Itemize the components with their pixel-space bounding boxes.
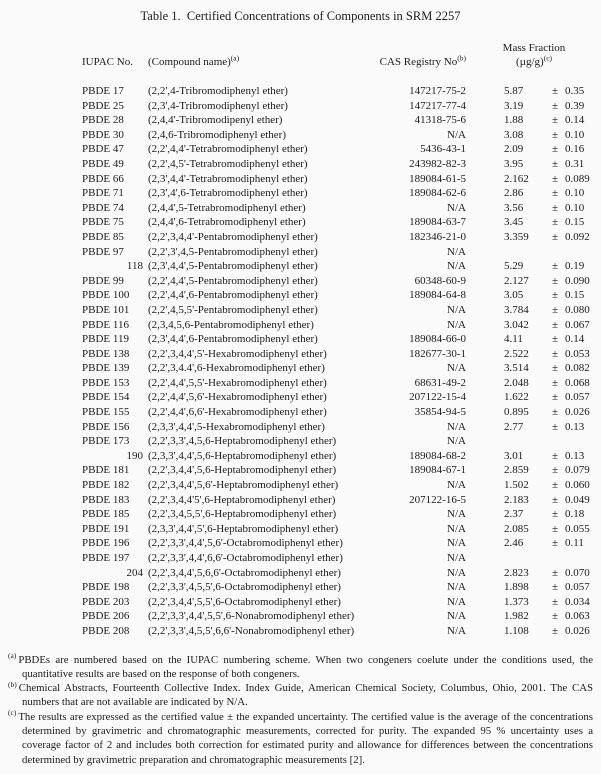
table-row bbox=[82, 609, 600, 624]
compound-name-cell: (2,4,4',5-Tetrabromodiphenyl ether) bbox=[148, 201, 306, 214]
iupac-no-cell: PBDE 182 bbox=[82, 479, 130, 492]
cas-registry-cell: N/A bbox=[447, 420, 466, 433]
compound-name-cell: (2,2',3,4.4',6-Hexabromodiphenyl ether) bbox=[148, 362, 325, 375]
cas-registry-cell: N/A bbox=[447, 245, 466, 258]
table-row bbox=[82, 245, 600, 260]
table-title: Table 1. Certified Concentrations of Components in SRM 2257 bbox=[140, 9, 461, 23]
mass-fraction-value-cell: 2.183 bbox=[504, 493, 529, 506]
mass-fraction-value-cell: 4.11 bbox=[504, 333, 523, 346]
mass-fraction-value-cell: 3.784 bbox=[504, 303, 529, 316]
header-mass-fraction-line1: Mass Fraction bbox=[502, 42, 566, 54]
iupac-no-cell: PBDE 47 bbox=[82, 143, 124, 156]
cas-registry-cell: 189084-61-5 bbox=[409, 172, 466, 185]
iupac-no-cell: PBDE 66 bbox=[82, 172, 124, 185]
uncertainty-cell: 0.060 bbox=[565, 479, 590, 492]
plus-minus-cell: ± bbox=[551, 537, 559, 550]
compound-name-cell: (2,3,4,5,6-Pentabromodiphenyl ether) bbox=[148, 318, 314, 331]
cas-registry-cell: N/A bbox=[447, 522, 466, 535]
compound-name-cell: (2,2',3,4,4'5',6-Heptabromodiphenyl ether) bbox=[148, 493, 336, 506]
certified-concentrations-table bbox=[0, 42, 601, 639]
compound-name-cell: (2,2',3,4,4',5,6-Heptabromodiphenyl ether) bbox=[148, 464, 337, 477]
uncertainty-cell: 0.13 bbox=[565, 449, 585, 462]
footnote-b-marker: (b) bbox=[8, 679, 17, 689]
uncertainty-cell: 0.034 bbox=[565, 595, 590, 608]
iupac-no-cell: 118 bbox=[126, 260, 143, 273]
compound-name-cell: (2,3',4-Tribromodiphenyl ether) bbox=[148, 99, 288, 112]
plus-minus-cell: ± bbox=[551, 347, 559, 360]
footnote-marker-a: (a) bbox=[230, 52, 240, 62]
compound-name-cell: (2,2',4,5,5'-Pentabromodiphenyl ether) bbox=[148, 303, 318, 316]
iupac-no-cell: PBDE 156 bbox=[82, 420, 130, 433]
compound-name-cell: (2,4,4',6-Tetrabromodiphenyl ether) bbox=[148, 216, 306, 229]
plus-minus-cell: ± bbox=[551, 581, 559, 594]
iupac-no-cell: 204 bbox=[126, 566, 143, 579]
plus-minus-cell: ± bbox=[551, 143, 559, 156]
plus-minus-cell: ± bbox=[551, 566, 559, 579]
mass-fraction-value-cell: 1.373 bbox=[504, 595, 529, 608]
plus-minus-cell: ± bbox=[551, 479, 559, 492]
table-row bbox=[82, 332, 600, 347]
mass-fraction-value-cell: 2.77 bbox=[504, 420, 524, 433]
cas-registry-cell: N/A bbox=[447, 581, 466, 594]
plus-minus-cell: ± bbox=[551, 624, 559, 637]
plus-minus-cell: ± bbox=[551, 464, 559, 477]
cas-registry-cell: N/A bbox=[447, 624, 466, 637]
compound-name-cell: (2,2',3,3',4,5,5',6-Octabromodiphenyl ether) bbox=[148, 581, 341, 594]
mass-fraction-value-cell: 3.08 bbox=[504, 128, 524, 141]
cas-registry-cell: 60348-60-9 bbox=[414, 274, 466, 287]
compound-name-cell: (2,2',3,4,5,5',6-Heptabromodiphenyl ether) bbox=[148, 508, 337, 521]
footnote-marker-b: (b) bbox=[457, 52, 466, 62]
mass-fraction-value-cell: 2.085 bbox=[504, 522, 529, 535]
table-row bbox=[82, 595, 600, 610]
plus-minus-cell: ± bbox=[551, 318, 559, 331]
table-row bbox=[82, 434, 600, 449]
table-row bbox=[82, 274, 600, 289]
compound-name-cell: (2,3',4,4'-Tetrabromodiphenyl ether) bbox=[148, 172, 308, 185]
uncertainty-cell: 0.067 bbox=[565, 318, 590, 331]
iupac-no-cell: PBDE 25 bbox=[82, 99, 124, 112]
iupac-no-cell: PBDE 28 bbox=[82, 114, 124, 127]
cas-registry-cell: N/A bbox=[447, 508, 466, 521]
plus-minus-cell: ± bbox=[551, 595, 559, 608]
footnote-marker-c: (c) bbox=[543, 52, 553, 62]
uncertainty-cell: 0.10 bbox=[565, 187, 585, 200]
mass-fraction-value-cell: 2.09 bbox=[504, 143, 524, 156]
uncertainty-cell: 0.18 bbox=[565, 508, 585, 521]
mass-fraction-value-cell: 3.514 bbox=[504, 362, 529, 375]
mass-fraction-value-cell: 2.859 bbox=[504, 464, 529, 477]
compound-name-cell: (2,2',3,3',4,4',6,6'-Octabromodiphenyl ether) bbox=[148, 552, 343, 564]
compound-name-cell: (2,4,6-Tribromodiphenyl ether) bbox=[148, 128, 286, 141]
cas-registry-cell: N/A bbox=[447, 128, 466, 141]
iupac-no-cell: PBDE 154 bbox=[82, 391, 130, 404]
table-row bbox=[82, 566, 600, 581]
plus-minus-cell: ± bbox=[551, 362, 559, 375]
uncertainty-cell: 0.15 bbox=[565, 216, 585, 229]
mass-fraction-value-cell: 1.622 bbox=[504, 391, 529, 404]
table-row bbox=[82, 580, 600, 595]
cas-registry-cell: 189084-64-8 bbox=[409, 289, 466, 302]
compound-name-cell: (2,2',3,4,4',5'-Hexabromodiphenyl ether) bbox=[148, 347, 327, 360]
iupac-no-cell: PBDE 196 bbox=[82, 537, 130, 550]
footnote-b-text: Chemical Abstracts, Fourteenth Collective Index. Index Guide, American Chemical Society, Columbus, Ohio, 2001. The CAS numbers that are not available are indicated by N/A. bbox=[18, 682, 593, 709]
iupac-no-cell: PBDE 155 bbox=[82, 406, 130, 419]
iupac-no-cell: PBDE 75 bbox=[82, 216, 124, 229]
mass-fraction-value-cell: 2.162 bbox=[504, 172, 529, 185]
table-row bbox=[82, 201, 600, 216]
plus-minus-cell: ± bbox=[551, 376, 559, 389]
plus-minus-cell: ± bbox=[551, 303, 559, 316]
mass-fraction-value-cell: 2.522 bbox=[504, 347, 529, 360]
uncertainty-cell: 0.049 bbox=[565, 493, 590, 506]
uncertainty-cell: 0.11 bbox=[565, 537, 584, 550]
plus-minus-cell: ± bbox=[551, 99, 559, 112]
iupac-no-cell: PBDE 173 bbox=[82, 435, 130, 448]
table-row bbox=[82, 288, 600, 303]
uncertainty-cell: 0.16 bbox=[565, 143, 585, 156]
cas-registry-cell: 189084-63-7 bbox=[409, 216, 466, 229]
uncertainty-cell: 0.10 bbox=[565, 201, 585, 214]
cas-registry-cell: N/A bbox=[447, 610, 466, 623]
plus-minus-cell: ± bbox=[551, 391, 559, 404]
compound-name-cell: (2,2',3,3',4,4',5,5',6-Nonabromodiphenyl ether) bbox=[148, 610, 355, 623]
cas-registry-cell: 189084-67-1 bbox=[409, 464, 466, 477]
cas-registry-cell: 182346-21-0 bbox=[409, 230, 466, 243]
uncertainty-cell: 0.055 bbox=[565, 522, 590, 535]
cas-registry-cell: 147217-75-2 bbox=[409, 85, 466, 97]
mass-fraction-value-cell: 2.86 bbox=[504, 187, 524, 200]
iupac-no-cell: PBDE 99 bbox=[82, 274, 124, 287]
table-row bbox=[82, 347, 600, 362]
header-iupac-no: IUPAC No. bbox=[82, 55, 133, 68]
compound-name-cell: (2,2',4,4'-Tetrabromodiphenyl ether) bbox=[148, 143, 308, 156]
iupac-no-cell: PBDE 74 bbox=[82, 201, 124, 214]
uncertainty-cell: 0.35 bbox=[565, 85, 585, 97]
iupac-no-cell: PBDE 208 bbox=[82, 624, 130, 637]
iupac-no-cell: PBDE 119 bbox=[82, 333, 129, 346]
cas-registry-cell: 243982-82-3 bbox=[409, 157, 466, 170]
mass-fraction-value-cell: 3.19 bbox=[504, 99, 524, 112]
table-row bbox=[82, 157, 600, 172]
header-mass-fraction bbox=[466, 42, 601, 69]
cas-registry-cell: N/A bbox=[447, 595, 466, 608]
mass-fraction-value-cell: 3.45 bbox=[504, 216, 524, 229]
compound-name-cell: (2,2',4,4',6,6'-Hexabromodiphenyl ether) bbox=[148, 406, 327, 419]
uncertainty-cell: 0.057 bbox=[565, 391, 590, 404]
mass-fraction-value-cell: 1.502 bbox=[504, 479, 529, 492]
plus-minus-cell: ± bbox=[551, 493, 559, 506]
table-row bbox=[82, 624, 600, 639]
iupac-no-cell: PBDE 85 bbox=[82, 230, 124, 243]
uncertainty-cell: 0.14 bbox=[565, 333, 585, 346]
mass-fraction-value-cell: 2.127 bbox=[504, 274, 529, 287]
compound-name-cell: (2,3,3',4,4',5',6-Heptabromodiphenyl ether) bbox=[148, 522, 339, 535]
compound-name-cell: (2,2',4,4',5-Pentabromodiphenyl ether) bbox=[148, 274, 318, 287]
cas-registry-cell: 207122-15-4 bbox=[409, 391, 466, 404]
plus-minus-cell: ± bbox=[551, 216, 559, 229]
mass-fraction-value-cell: 0.895 bbox=[504, 406, 529, 419]
cas-registry-cell: 189084-66-0 bbox=[409, 333, 466, 346]
footnote-c-text: The results are expressed as the certified value ± the expanded uncertainty. The certified value is the average of the concentrations determined by gravimetric and chromatographic measurements, corrected for purity. The expanded 95 % uncertainty uses a coverage factor of 2 and includes both correction for estimated purity and allowance for differences between the concentrations determined by gravimetric preparation and chromatographic measurements [2]. bbox=[18, 710, 593, 766]
iupac-no-cell: PBDE 71 bbox=[82, 187, 124, 200]
compound-name-cell: (2,2',3,4,4',5,6'-Heptabromodiphenyl ether) bbox=[148, 479, 339, 492]
iupac-no-cell: PBDE 185 bbox=[82, 508, 130, 521]
iupac-no-cell: PBDE 191 bbox=[82, 522, 130, 535]
iupac-no-cell: PBDE 181 bbox=[82, 464, 130, 477]
uncertainty-cell: 0.079 bbox=[565, 464, 590, 477]
mass-fraction-value-cell: 1.898 bbox=[504, 581, 529, 594]
compound-name-cell: (2,2',3,4,4'-Pentabromodiphenyl ether) bbox=[148, 230, 318, 243]
uncertainty-cell: 0.10 bbox=[565, 128, 585, 141]
iupac-no-cell: PBDE 153 bbox=[82, 376, 130, 389]
header-compound-name: (Compound name)$^{(a)}$ bbox=[148, 52, 240, 68]
mass-fraction-value-cell: 3.359 bbox=[504, 230, 529, 243]
plus-minus-cell: ± bbox=[551, 172, 559, 185]
iupac-no-cell: PBDE 206 bbox=[82, 610, 130, 623]
plus-minus-cell: ± bbox=[551, 449, 559, 462]
uncertainty-cell: 0.15 bbox=[565, 289, 585, 302]
cas-registry-cell: N/A bbox=[447, 303, 466, 316]
iupac-no-cell: PBDE 100 bbox=[82, 289, 130, 302]
table-row bbox=[82, 142, 600, 157]
plus-minus-cell: ± bbox=[551, 274, 559, 287]
plus-minus-cell: ± bbox=[551, 157, 559, 170]
cas-registry-cell: 5436-43-1 bbox=[420, 143, 466, 156]
uncertainty-cell: 0.19 bbox=[565, 260, 585, 273]
iupac-no-cell: PBDE 116 bbox=[82, 318, 129, 331]
uncertainty-cell: 0.057 bbox=[565, 581, 590, 594]
table-row bbox=[82, 172, 600, 187]
iupac-no-cell: PBDE 139 bbox=[82, 362, 130, 375]
cas-registry-cell: 189084-62-6 bbox=[409, 187, 466, 200]
table-row bbox=[82, 215, 600, 230]
footnote-a-marker: (a) bbox=[8, 650, 17, 660]
uncertainty-cell: 0.080 bbox=[565, 303, 590, 316]
table-row bbox=[82, 507, 600, 522]
compound-name-cell: (2,2',3,3',4,5,6-Heptabromodiphenyl ether) bbox=[148, 435, 337, 448]
iupac-no-cell: PBDE 183 bbox=[82, 493, 130, 506]
mass-fraction-value-cell: 3.05 bbox=[504, 289, 524, 302]
iupac-no-cell: PBDE 197 bbox=[82, 552, 130, 564]
header-cas-registry-no: CAS Registry No$^{(b)}$ bbox=[379, 52, 466, 68]
table-row bbox=[82, 361, 600, 376]
plus-minus-cell: ± bbox=[551, 85, 559, 97]
uncertainty-cell: 0.026 bbox=[565, 624, 590, 637]
iupac-no-cell: PBDE 17 bbox=[82, 85, 124, 97]
uncertainty-cell: 0.13 bbox=[565, 420, 585, 433]
iupac-no-cell: PBDE 138 bbox=[82, 347, 130, 360]
plus-minus-cell: ± bbox=[551, 522, 559, 535]
plus-minus-cell: ± bbox=[551, 128, 559, 141]
cas-registry-cell: 189084-68-2 bbox=[409, 449, 466, 462]
compound-name-cell: (2,2',3,4,4',5,5',6-Octabromodiphenyl ether) bbox=[148, 595, 341, 608]
compound-name-cell: (2,2',4,4',5,6'-Hexabromodiphenyl ether) bbox=[148, 391, 327, 404]
table-row bbox=[82, 376, 600, 391]
plus-minus-cell: ± bbox=[551, 201, 559, 214]
table-row bbox=[82, 493, 600, 508]
plus-minus-cell: ± bbox=[551, 333, 559, 346]
iupac-no-cell: PBDE 101 bbox=[82, 303, 130, 316]
cas-registry-cell: 207122-16-5 bbox=[409, 493, 466, 506]
plus-minus-cell: ± bbox=[551, 187, 559, 200]
uncertainty-cell: 0.092 bbox=[565, 230, 590, 243]
uncertainty-cell: 0.063 bbox=[565, 610, 590, 623]
compound-name-cell: (2,2',4,5'-Tetrabromodiphenyl ether) bbox=[148, 157, 308, 170]
table-header-row bbox=[82, 42, 600, 69]
iupac-no-cell: 190 bbox=[126, 449, 143, 462]
compound-name-cell: (2,2',3,4,4',5,6,6'-Octabromodiphenyl ether) bbox=[148, 566, 341, 579]
iupac-no-cell: PBDE 30 bbox=[82, 128, 124, 141]
mass-fraction-value-cell: 5.29 bbox=[504, 260, 524, 273]
cas-registry-cell: N/A bbox=[447, 318, 466, 331]
compound-name-cell: (2,2',4,4',6-Pentabromodiphenyl ether) bbox=[148, 289, 318, 302]
table-rows bbox=[82, 84, 600, 639]
table-row bbox=[82, 128, 600, 143]
uncertainty-cell: 0.026 bbox=[565, 406, 590, 419]
mass-fraction-value-cell: 1.88 bbox=[504, 114, 524, 127]
table-row bbox=[82, 551, 600, 566]
compound-name-cell: (2,3,3',4,4',5-Hexabromodiphenyl ether) bbox=[148, 420, 325, 433]
plus-minus-cell: ± bbox=[551, 114, 559, 127]
table-row bbox=[82, 186, 600, 201]
cas-registry-cell: N/A bbox=[447, 435, 466, 448]
table-row bbox=[82, 536, 600, 551]
table-row bbox=[82, 230, 600, 245]
uncertainty-cell: 0.090 bbox=[565, 274, 590, 287]
plus-minus-cell: ± bbox=[551, 406, 559, 419]
table-row bbox=[82, 478, 600, 493]
iupac-no-cell: PBDE 97 bbox=[82, 245, 124, 258]
table-row bbox=[82, 522, 600, 537]
uncertainty-cell: 0.089 bbox=[565, 172, 590, 185]
compound-name-cell: (2,3',4',6-Tetrabromodiphenyl ether) bbox=[148, 187, 308, 200]
plus-minus-cell: ± bbox=[551, 420, 559, 433]
cas-registry-cell: 41318-75-6 bbox=[414, 114, 466, 127]
cas-registry-cell: N/A bbox=[447, 362, 466, 375]
iupac-no-cell: PBDE 49 bbox=[82, 157, 124, 170]
iupac-no-cell: PBDE 203 bbox=[82, 595, 130, 608]
cas-registry-cell: N/A bbox=[447, 479, 466, 492]
mass-fraction-value-cell: 2.048 bbox=[504, 376, 529, 389]
mass-fraction-value-cell: 1.108 bbox=[504, 624, 529, 637]
mass-fraction-value-cell: 3.95 bbox=[504, 157, 524, 170]
plus-minus-cell: ± bbox=[551, 230, 559, 243]
mass-fraction-value-cell: 1.982 bbox=[504, 610, 529, 623]
cas-registry-cell: N/A bbox=[447, 537, 466, 550]
plus-minus-cell: ± bbox=[551, 610, 559, 623]
cas-registry-cell: 35854-94-5 bbox=[414, 406, 466, 419]
cas-registry-cell: 68631-49-2 bbox=[414, 376, 466, 389]
table-row bbox=[82, 390, 600, 405]
compound-name-cell: (2,4,4'-Tribromodipenyl ether) bbox=[148, 114, 283, 127]
compound-name-cell: (2,2',4-Tribromodiphenyl ether) bbox=[148, 85, 288, 97]
footnote-a bbox=[8, 650, 593, 682]
plus-minus-cell: ± bbox=[551, 260, 559, 273]
compound-name-cell: (2,2',3,3',4,5,5',6,6'-Nonabromodiphenyl ether) bbox=[148, 624, 355, 637]
table-row bbox=[82, 318, 600, 333]
uncertainty-cell: 0.082 bbox=[565, 362, 590, 375]
table-row bbox=[82, 84, 600, 99]
compound-name-cell: (2,2',3',4,5-Pentabromodiphenyl ether) bbox=[148, 245, 318, 258]
footnote-c-marker: (c) bbox=[8, 708, 17, 718]
cas-registry-cell: N/A bbox=[447, 260, 466, 273]
compound-name-cell: (2,2',3,3',4,4',5,6'-Octabromodiphenyl ether) bbox=[148, 537, 343, 550]
mass-fraction-value-cell: 2.46 bbox=[504, 537, 524, 550]
compound-name-cell: (2,3',4,4',6-Pentabromodiphenyl ether) bbox=[148, 333, 318, 346]
compound-name-cell: (2,3,3',4,4',5,6-Heptabromodiphenyl ether) bbox=[148, 449, 337, 462]
uncertainty-cell: 0.39 bbox=[565, 99, 585, 112]
mass-fraction-value-cell: 2.37 bbox=[504, 508, 524, 521]
uncertainty-cell: 0.053 bbox=[565, 347, 590, 360]
compound-name-cell: (2,2',4,4',5,5'-Hexabromodiphenyl ether) bbox=[148, 376, 327, 389]
header-mass-fraction-line2: (µg/g)$^{(c)}$ bbox=[515, 52, 553, 68]
table-row bbox=[82, 405, 600, 420]
plus-minus-cell: ± bbox=[551, 289, 559, 302]
mass-fraction-value-cell: 5.87 bbox=[504, 85, 524, 97]
table-row bbox=[82, 303, 600, 318]
mass-fraction-value-cell: 3.01 bbox=[504, 449, 524, 462]
footnotes-section bbox=[8, 650, 593, 767]
cas-registry-cell: 182677-30-1 bbox=[409, 347, 466, 360]
footnote-b bbox=[8, 681, 593, 710]
table-row bbox=[82, 259, 600, 274]
table-row bbox=[82, 463, 600, 478]
mass-fraction-value-cell: 3.56 bbox=[504, 201, 524, 214]
uncertainty-cell: 0.070 bbox=[565, 566, 590, 579]
footnote-c bbox=[8, 710, 593, 767]
uncertainty-cell: 0.068 bbox=[565, 376, 590, 389]
uncertainty-cell: 0.14 bbox=[565, 114, 585, 127]
table-row bbox=[82, 420, 600, 435]
iupac-no-cell: PBDE 198 bbox=[82, 581, 130, 594]
cas-registry-cell: 147217-77-4 bbox=[409, 99, 466, 112]
table-row bbox=[82, 449, 600, 464]
mass-fraction-value-cell: 2.823 bbox=[504, 566, 529, 579]
compound-name-cell: (2,3',4,4',5-Pentabromodiphenyl ether) bbox=[148, 260, 318, 273]
cas-registry-cell: N/A bbox=[447, 201, 466, 214]
mass-fraction-value-cell: 3.042 bbox=[504, 318, 529, 331]
plus-minus-cell: ± bbox=[551, 508, 559, 521]
footnote-a-text: PBDEs are numbered based on the IUPAC numbering scheme. When two congeners coelute under the conditions used, the quantitative results are based on the response of both congeners. bbox=[18, 653, 593, 680]
cas-registry-cell: N/A bbox=[447, 552, 466, 564]
table-row bbox=[82, 99, 600, 114]
uncertainty-cell: 0.31 bbox=[565, 157, 585, 170]
cas-registry-cell: N/A bbox=[447, 566, 466, 579]
table-row bbox=[82, 113, 600, 128]
